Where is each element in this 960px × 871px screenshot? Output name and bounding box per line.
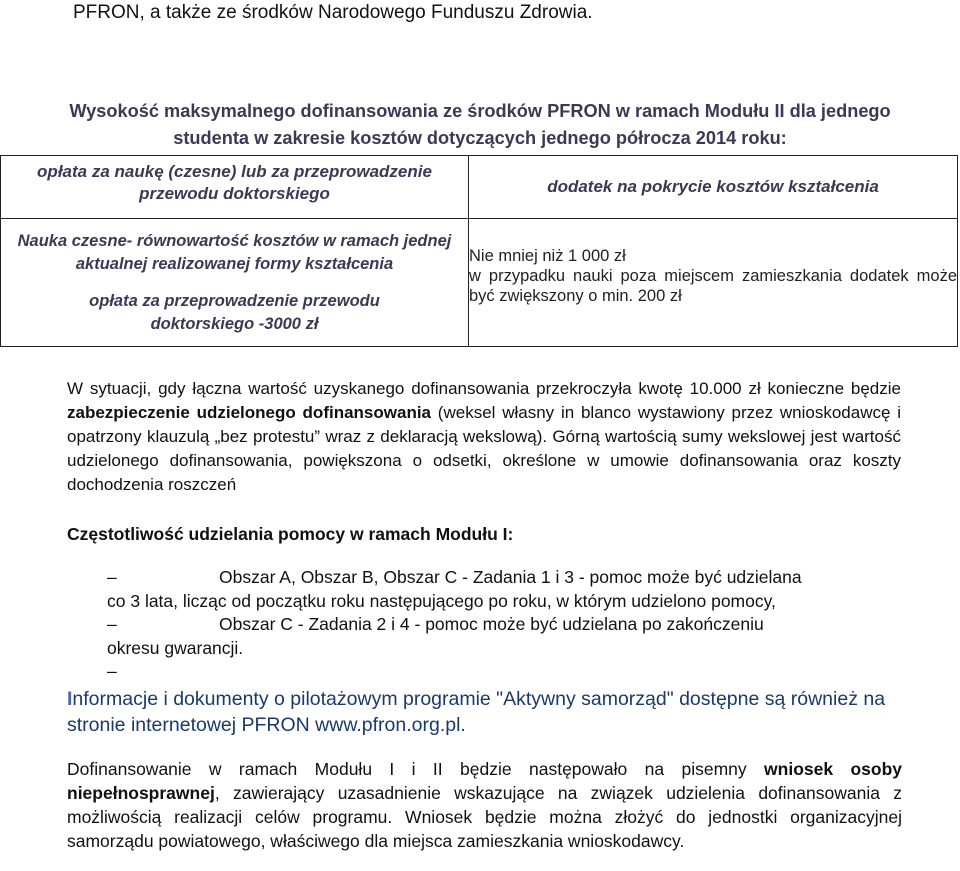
info-text: nformacje i dokumenty o pilotażowym programie "Aktywny samorząd" dostępne są również na stronie internetowej PFRON www.pfron.org.pl. — [67, 688, 886, 736]
application-paragraph — [67, 757, 902, 853]
list-item-1-rest: co 3 lata, licząc od początku roku następującego po roku, w którym udzielono pomocy, — [107, 590, 776, 611]
list-item-2-rest: okresu gwarancji. — [107, 637, 244, 658]
funding-table — [0, 155, 958, 347]
table-cell-allowance — [469, 219, 958, 347]
table-row — [1, 219, 958, 347]
security-text-1: W sytuacji, gdy łączna wartość uzyskanego dofinansowania przekroczyła kwotę 10.000 zł konieczne będzie — [67, 379, 901, 398]
list-item-2-first: Obszar C - Zadania 2 i 4 - pomoc może być udzielana po zakończeniu — [219, 614, 764, 634]
application-text-2: , zawierający uzasadnienie wskazujące na związek udzielenia dofinansowania z możliwością realizacji celów programu. Wniosek będzie można złożyć do jednostki organizacyjnej samorządu powiatowego, właściwego dla miejsca zamieszkania wnioskodawcy. — [67, 783, 902, 851]
info-first-letter: I — [67, 688, 73, 710]
security-text-bold: zabezpieczenie udzielonego dofinansowania — [67, 403, 432, 422]
allowance-increase: w przypadku nauki poza miejscem zamieszkania dodatek może być zwiększony o min. 200 zł — [469, 267, 957, 305]
allowance-minimum: Nie mniej niż 1 000 zł — [469, 247, 626, 265]
section-heading-line-1: Wysokość maksymalnego dofinansowania ze środków PFRON w ramach Modułu II dla jednego — [69, 101, 891, 121]
section-heading-line-2: studenta w zakresie kosztów dotyczących jednego półrocza 2014 roku: — [173, 128, 787, 148]
frequency-list — [107, 566, 902, 684]
security-text-2: (weksel własny in blanco wystawiony przez wnioskodawcę i opatrzony klauzulą „bez protestu” wraz z deklaracją wekslową). Górną wartością sumy wekslowej jest wartość udzielonego dofinansowania, powiększona o odsetki, określone w umowie dofinansowania oraz koszty dochodzenia roszczeń — [67, 403, 901, 494]
list-item-1-first: Obszar A, Obszar B, Obszar C - Zadania 1 i 3 - pomoc może być udzielana — [219, 567, 802, 587]
list-item — [107, 613, 902, 660]
list-item — [107, 660, 902, 684]
dash-bullet: – — [107, 661, 117, 681]
section-heading — [0, 98, 960, 152]
table-header-tuition: opłata za naukę (czesne) lub za przeprowadzenie przewodu doktorskiego — [1, 156, 469, 219]
security-paragraph — [67, 377, 901, 497]
tuition-description: Nauka czesne- równowartość kosztów w ramach jednej aktualnej realizowanej formy kształcenia — [17, 231, 452, 273]
application-text-1: Dofinansowanie w ramach Modułu I i II będzie następowało na pisemny — [67, 759, 765, 779]
info-paragraph — [67, 686, 902, 738]
application-text-bold: wniosek osoby niepełnosprawnej — [67, 759, 902, 803]
table-header-allowance: dodatek na pokrycie kosztów kształcenia — [469, 156, 958, 219]
dash-bullet: – — [107, 614, 117, 634]
intro-line: PFRON, a także ze środków Narodowego Funduszu Zdrowia. — [73, 2, 593, 23]
dash-bullet: – — [107, 567, 117, 587]
table-header-row — [1, 156, 958, 219]
table-cell-tuition — [1, 219, 469, 347]
doctoral-fee: opłata za przeprowadzenie przewodu doktorskiego -3000 zł — [89, 291, 380, 333]
list-item — [107, 566, 902, 613]
frequency-title: Częstotliwość udzielania pomocy w ramach Modułu I: — [67, 524, 514, 544]
